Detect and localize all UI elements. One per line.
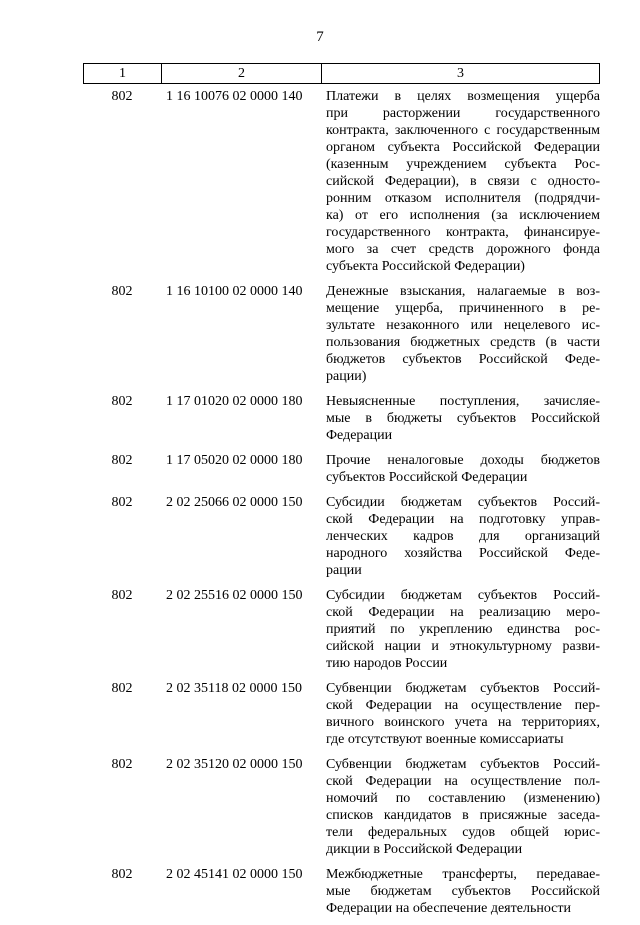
revenue-description: [321, 866, 600, 917]
description-line: органом субъекта Российской Федерации: [326, 140, 600, 155]
revenue-description: [321, 283, 600, 385]
description-line: при расторжении государственного: [326, 106, 600, 121]
description-line: Прочие неналоговые доходы бюджетов: [326, 453, 600, 468]
revenue-code: 1 17 05020 02 0000 180: [166, 453, 303, 468]
admin-code: 802: [111, 495, 133, 510]
description-line: тию народов России: [326, 656, 448, 671]
description-line: субъектов Российской Федерации: [326, 470, 528, 485]
table-row: [83, 866, 600, 917]
description-line: Межбюджетные трансферты, передавае-: [326, 867, 600, 882]
revenue-code: 2 02 25516 02 0000 150: [166, 588, 303, 603]
table-row: [83, 494, 600, 579]
admin-code: 802: [111, 681, 133, 696]
header-col-1: 1: [84, 64, 162, 83]
admin-code: 802: [111, 89, 133, 104]
admin-code: 802: [111, 284, 133, 299]
revenue-description: [321, 494, 600, 579]
table-row: [83, 88, 600, 275]
table-body: [83, 88, 600, 925]
table-row: [83, 452, 600, 486]
description-line: рации): [326, 369, 367, 384]
description-line: пользования бюджетных средств (в части: [326, 335, 600, 350]
description-line: государственного контракта, финансируе-: [326, 225, 600, 240]
revenue-code: 2 02 35118 02 0000 150: [166, 681, 302, 696]
description-line: списков кандидатов в присяжные заседа-: [326, 808, 600, 823]
header-col-3: 3: [457, 66, 464, 81]
table-row: [83, 756, 600, 858]
revenue-code: 2 02 35120 02 0000 150: [166, 757, 303, 772]
description-line: субъекта Российской Федерации): [326, 259, 525, 274]
page-number: 7: [316, 29, 324, 45]
description-line: (казенным учреждением субъекта Рос-: [326, 157, 600, 172]
description-line: ской Федерации на реализацию меро-: [326, 605, 600, 620]
revenue-code: 1 16 10100 02 0000 140: [166, 284, 303, 299]
description-line: мые бюджетам субъектов Российской: [326, 884, 600, 899]
description-line: Федерации: [326, 428, 393, 443]
revenue-code: 1 16 10076 02 0000 140: [166, 89, 303, 104]
description-line: мого за счет средств дорожного фонда: [326, 242, 600, 257]
admin-code: 802: [111, 394, 133, 409]
description-line: бюджетов субъектов Российской Феде-: [326, 352, 600, 367]
description-line: ской Федерации на подготовку управ-: [326, 512, 600, 527]
description-line: где отсутствуют военные комиссариаты: [326, 732, 564, 747]
revenue-code: 2 02 25066 02 0000 150: [166, 495, 303, 510]
revenue-description: [321, 393, 600, 444]
description-line: Субвенции бюджетам субъектов Россий-: [326, 757, 600, 772]
header-col-2: 2: [162, 64, 322, 83]
description-line: Федерации на обеспечение деятельности: [326, 901, 571, 916]
description-line: вичного воинского учета на территориях,: [326, 715, 600, 730]
revenue-description: [321, 88, 600, 275]
description-line: Субвенции бюджетам субъектов Россий-: [326, 681, 600, 696]
description-line: Денежные взыскания, налагаемые в воз-: [326, 284, 600, 299]
description-line: Субсидии бюджетам субъектов Россий-: [326, 588, 600, 603]
table-header: [83, 63, 600, 84]
description-line: ленческих кадров для организаций: [326, 529, 600, 544]
revenue-code: 2 02 45141 02 0000 150: [166, 867, 303, 882]
description-line: рации: [326, 563, 362, 578]
description-line: ка) от его исполнения (за исключением: [326, 208, 600, 223]
description-line: ской Федерации на осуществление пер-: [326, 698, 600, 713]
table-row: [83, 393, 600, 444]
revenue-description: [321, 680, 600, 748]
table-row: [83, 283, 600, 385]
table-row: [83, 680, 600, 748]
revenue-description: [321, 452, 600, 486]
description-line: ской Федерации на осуществление пол-: [326, 774, 600, 789]
description-line: зультате незаконного или нецелевого ис-: [326, 318, 600, 333]
description-line: мещение ущерба, причиненного в ре-: [326, 301, 600, 316]
description-line: Субсидии бюджетам субъектов Россий-: [326, 495, 600, 510]
description-line: номочий по составлению (изменению): [326, 791, 600, 806]
description-line: сийской Федерации), в связи с односто-: [326, 174, 600, 189]
revenue-description: [321, 587, 600, 672]
admin-code: 802: [111, 757, 133, 772]
description-line: приятий по укреплению единства рос-: [326, 622, 600, 637]
admin-code: 802: [111, 867, 133, 882]
admin-code: 802: [111, 588, 133, 603]
description-line: контракта, заключенного с государственным: [326, 123, 600, 138]
description-line: ронним отказом исполнителя (подрядчи-: [326, 191, 600, 206]
description-line: мые в бюджеты субъектов Российской: [326, 411, 600, 426]
description-line: тели федеральных судов общей юрис-: [326, 825, 600, 840]
description-line: Платежи в целях возмещения ущерба: [326, 89, 600, 104]
description-line: сийской нации и этнокультурному разви-: [326, 639, 600, 654]
table-row: [83, 587, 600, 672]
description-line: народного хозяйства Российской Феде-: [326, 546, 600, 561]
description-line: Невыясненные поступления, зачисляе-: [326, 394, 600, 409]
revenue-description: [321, 756, 600, 858]
admin-code: 802: [111, 453, 133, 468]
description-line: дикции в Российской Федерации: [326, 842, 523, 857]
revenue-code: 1 17 01020 02 0000 180: [166, 394, 303, 409]
